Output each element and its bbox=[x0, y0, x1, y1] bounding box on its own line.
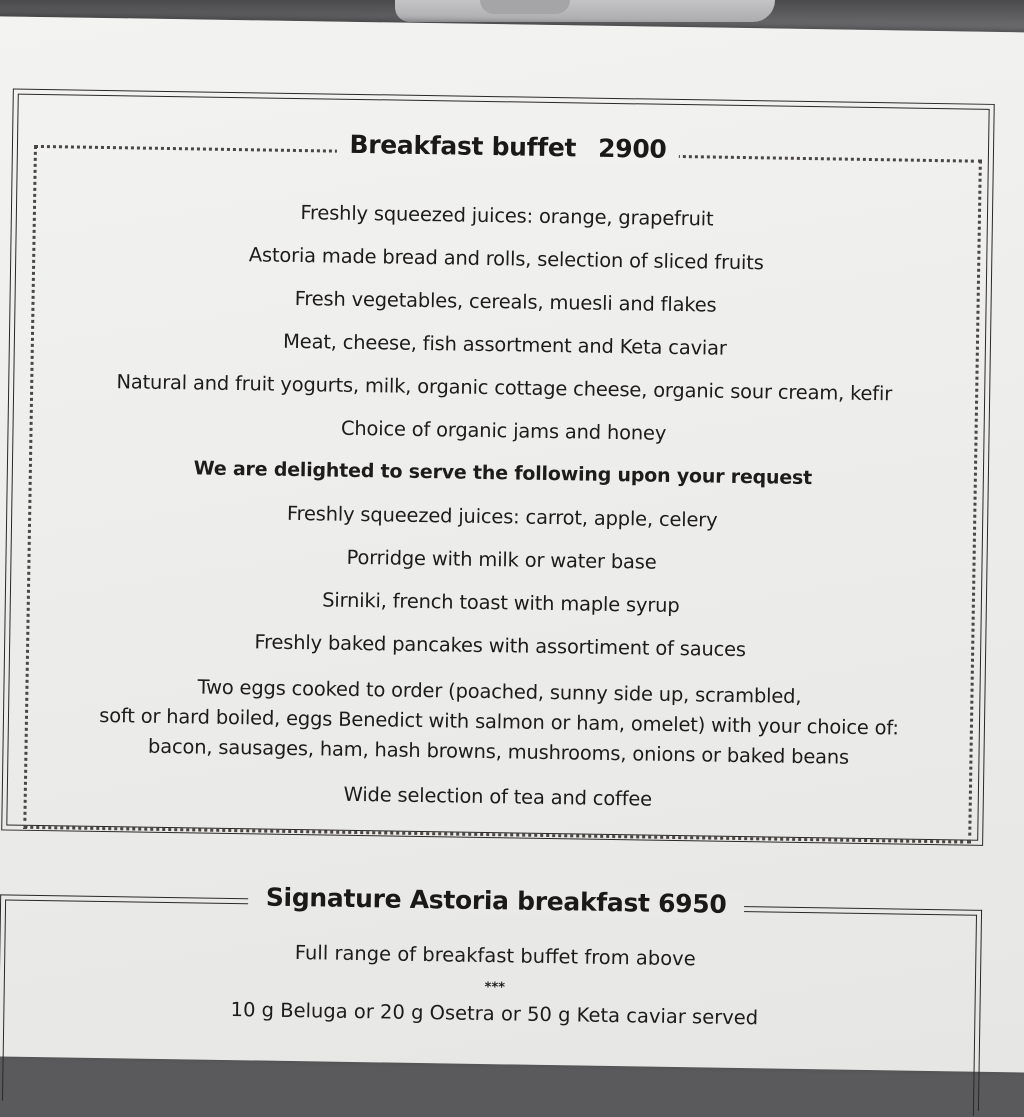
buffet-items bbox=[0, 186, 1024, 827]
closing-item: Wide selection of tea and coffee bbox=[343, 782, 653, 811]
eggs-line: Two eggs cooked to order (poached, sunny side up, scrambled, bbox=[197, 675, 802, 708]
menu-item: Fresh vegetables, cereals, muesli and flakes bbox=[294, 286, 717, 317]
buffet-title: Breakfast buffet bbox=[349, 129, 577, 163]
signature-line: 10 g Beluga or 20 g Osetra or 50 g Keta caviar served bbox=[230, 998, 759, 1030]
request-item: Porridge with milk or water base bbox=[346, 545, 657, 574]
menu-item: Freshly squeezed juices: orange, grapefruit bbox=[300, 201, 714, 231]
signature-separator: *** bbox=[484, 980, 506, 996]
signature-title: Signature Astoria breakfast 6950 bbox=[248, 882, 745, 919]
eggs-line: soft or hard boiled, eggs Benedict with salmon or ham, omelet) with your choice of: bbox=[99, 703, 899, 740]
menu-item: Astoria made bread and rolls, selection of sliced fruits bbox=[248, 243, 764, 275]
eggs-line: bacon, sausages, ham, hash browns, mushrooms, onions or baked beans bbox=[147, 734, 850, 769]
request-item: Freshly baked pancakes with assortiment of sauces bbox=[254, 630, 747, 662]
request-item: Sirniki, french toast with maple syrup bbox=[322, 588, 680, 618]
request-item: Freshly squeezed juices: carrot, apple, celery bbox=[286, 501, 718, 532]
menu-item: Choice of organic jams and honey bbox=[340, 416, 667, 445]
signature-line: Full range of breakfast buffet from above bbox=[294, 941, 696, 971]
glassware bbox=[395, 0, 775, 22]
buffet-heading-label bbox=[337, 130, 678, 164]
cutlery bbox=[480, 0, 570, 14]
buffet-price: 2900 bbox=[597, 133, 667, 164]
menu-page bbox=[0, 16, 1024, 1073]
request-heading: We are delighted to serve the following upon your request bbox=[193, 457, 813, 490]
menu-item: Natural and fruit yogurts, milk, organic cottage cheese, organic sour cream, kefir bbox=[116, 370, 893, 406]
menu-item: Meat, cheese, fish assortment and Keta caviar bbox=[282, 329, 727, 360]
